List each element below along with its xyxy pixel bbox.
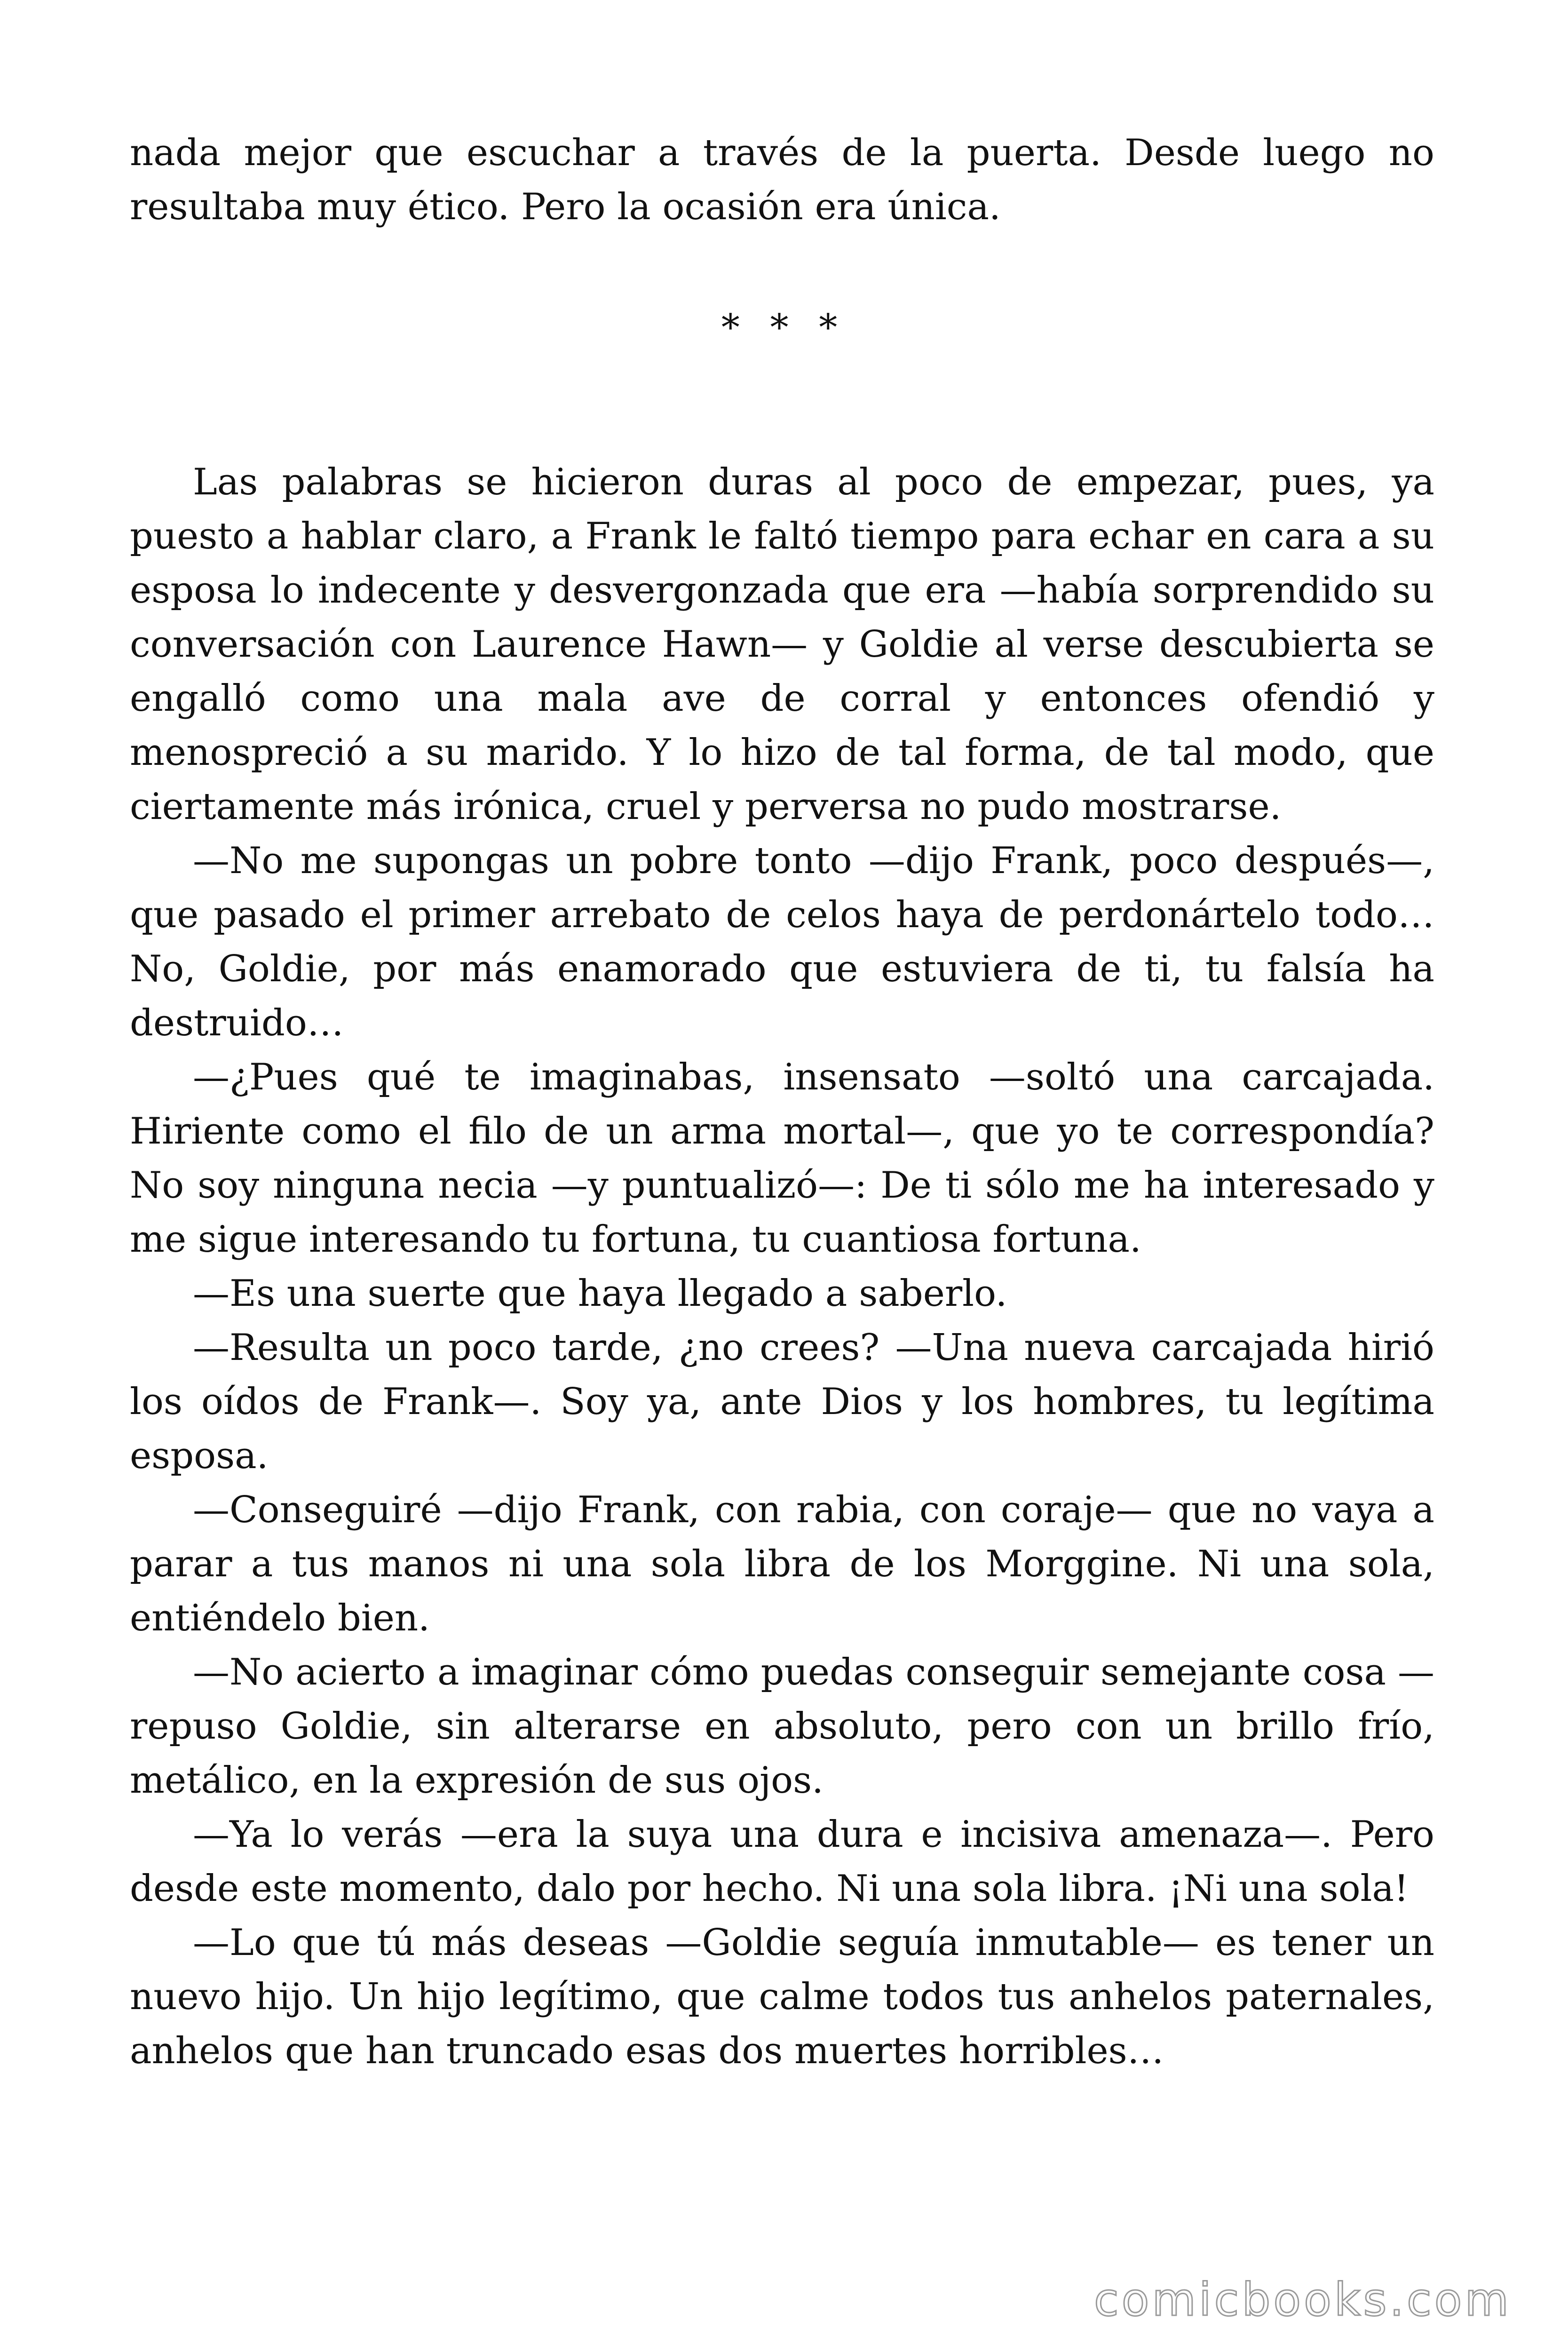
site-watermark: comicbooks.com: [1093, 2273, 1512, 2326]
paragraph: —No me supongas un pobre tonto —dijo Frank, poco después—, que pasado el primer arrebato de celos haya de perdonártelo todo… No, Goldie, por más enamorado que estuviera de ti, tu falsía ha destruido…: [130, 840, 1434, 1044]
paragraph: —Conseguiré —dijo Frank, con rabia, con coraje— que no vaya a parar a tus manos ni una sola libra de los Morggine. Ni una sola, entiéndelo bien.: [130, 1489, 1434, 1639]
paragraph: Las palabras se hicieron duras al poco de empezar, pues, ya puesto a hablar claro, a Frank le faltó tiempo para echar en cara a su esposa lo indecente y desvergonzada que era —había sorprendido su conversación con Laurence Hawn— y Goldie al verse descubierta se engalló como una mala ave de corral y entonces ofendió y menospreció a su marido. Y lo hizo de tal forma, de tal modo, que ciertamente más irónica, cruel y perversa no pudo mostrarse.: [130, 461, 1434, 828]
opening-text-block: [130, 126, 1434, 234]
paragraph: —¿Pues qué te imaginabas, insensato —soltó una carcajada. Hiriente como el filo de un arma mortal—, que yo te correspondía? No soy ninguna necia —y puntualizó—: De ti sólo me ha interesado y me sigue interesando tu fortuna, tu cuantiosa fortuna.: [130, 1056, 1434, 1261]
body-text-block: [130, 455, 1434, 2078]
paragraph: —Lo que tú más deseas —Goldie seguía inmutable— es tener un nuevo hijo. Un hijo legítimo, que calme todos tus anhelos paternales, anhelos que han truncado esas dos muertes horribles…: [130, 1922, 1434, 2072]
opening-paragraph: nada mejor que escuchar a través de la puerta. Desde luego no resultaba muy ético. Pero la ocasión era única.: [130, 132, 1434, 228]
section-separator: * * *: [721, 307, 847, 349]
paragraph: —Ya lo verás —era la suya una dura e incisiva amenaza—. Pero desde este momento, dalo por hecho. Ni una sola libra. ¡Ni una sola!: [130, 1813, 1434, 1910]
paragraph: —Es una suerte que haya llegado a saberlo.: [193, 1272, 1007, 1315]
paragraph: —Resulta un poco tarde, ¿no crees? —Una nueva carcajada hirió los oídos de Frank—. Soy ya, ante Dios y los hombres, tu legítima esposa.: [130, 1327, 1434, 1477]
paragraph: —No acierto a imaginar cómo puedas conseguir semejante cosa —repuso Goldie, sin alterarse en absoluto, pero con un brillo frío, metálico, en la expresión de sus ojos.: [130, 1651, 1434, 1802]
